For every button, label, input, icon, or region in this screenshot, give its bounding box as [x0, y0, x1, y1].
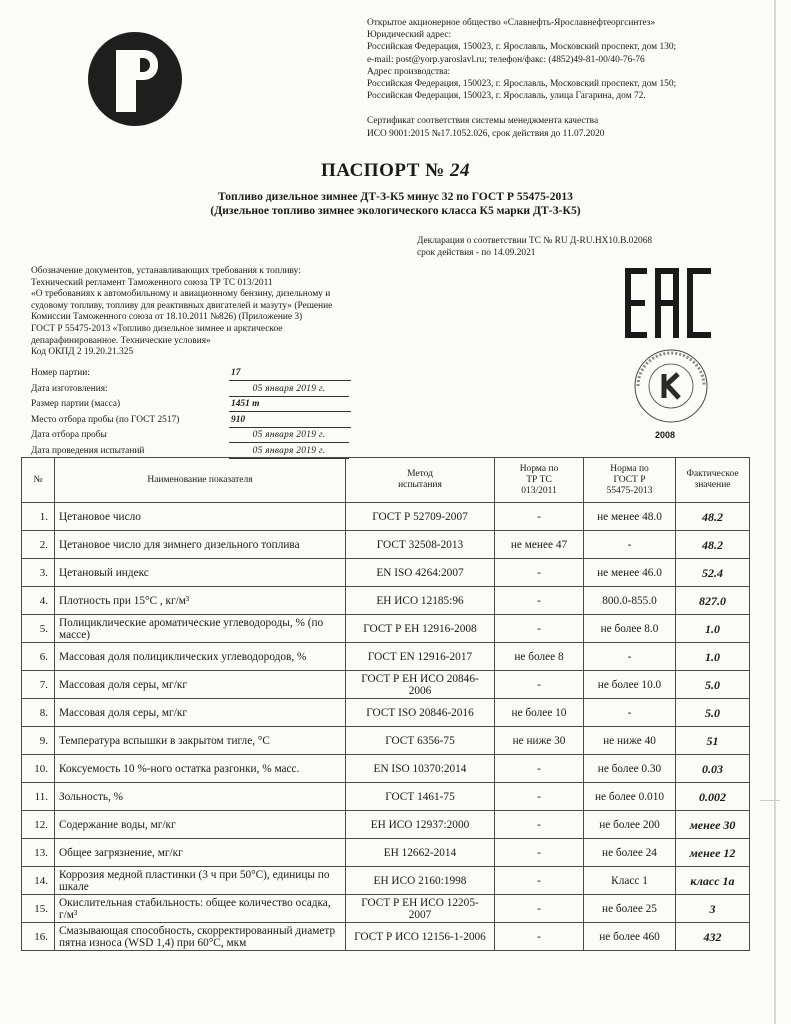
tr-norm: -: [495, 587, 584, 615]
tr-norm: -: [495, 615, 584, 643]
row-number: 12.: [22, 811, 55, 839]
company-line: Юридический адрес:: [367, 30, 452, 41]
company-line: Российская Федерация, 150023, г. Ярославль, Московский проспект, дом 150;: [367, 79, 677, 90]
tr-norm: не более 10: [495, 699, 584, 727]
table-row: [22, 531, 750, 559]
passport-number: 24: [449, 160, 470, 181]
declaration-line: срок действия - по 14.09.2021: [417, 248, 536, 258]
property-name: Цетановое число для зимнего дизельного топлива: [55, 531, 346, 559]
table-header-row: [22, 458, 750, 503]
gost-norm: -: [584, 699, 676, 727]
documents-line: Технический регламент Таможенного союза ТР ТС 013/2011: [31, 277, 273, 288]
gost-norm: не более 8.0: [584, 615, 676, 643]
table-row: [22, 559, 750, 587]
test-method: ГОСТ 6356-75: [346, 727, 495, 755]
row-number: 16.: [22, 923, 55, 951]
cert-line: Сертификат соответствия системы менеджмента качества: [367, 116, 599, 127]
gost-norm: не более 200: [584, 811, 676, 839]
company-line: Открытое акционерное общество «Славнефть-Ярославнефтеоргсинтез»: [367, 18, 656, 28]
property-name: Зольность, %: [55, 783, 346, 811]
company-line: Российская Федерация, 150023, г. Ярославль, Московский проспект, дом 130;: [367, 42, 677, 53]
actual-value: 1.0: [676, 615, 750, 643]
info-label: Дата изготовления:: [31, 383, 108, 394]
gost-norm: 800.0-855.0: [584, 587, 676, 615]
property-name: Цетановый индекс: [55, 559, 346, 587]
test-method: ГОСТ ISO 20846-2016: [346, 699, 495, 727]
gost-norm: не менее 46.0: [584, 559, 676, 587]
test-method: ГОСТ Р ЕН ИСО 12205-2007: [346, 895, 495, 923]
gost-norm: не более 460: [584, 923, 676, 951]
quality-seal-icon: [624, 346, 718, 426]
documents-line: Код ОКПД 2 19.20.21.325: [31, 347, 134, 358]
row-number: 8.: [22, 699, 55, 727]
subtitle-line-1: Топливо дизельное зимнее ДТ-З-К5 минус 32 по ГОСТ Р 55475-2013: [218, 190, 573, 203]
table-row: [22, 839, 750, 867]
info-row-sample-place: [31, 415, 351, 431]
actual-value: менее 30: [676, 811, 750, 839]
row-number: 6.: [22, 643, 55, 671]
actual-value: 51: [676, 727, 750, 755]
tr-norm: -: [495, 783, 584, 811]
actual-value: 3: [676, 895, 750, 923]
table-row: [22, 811, 750, 839]
actual-value: менее 12: [676, 839, 750, 867]
property-name: Полициклические ароматические углеводороды, % (по массе): [55, 615, 346, 643]
header-actual: Фактическое значение: [676, 458, 750, 503]
row-number: 13.: [22, 839, 55, 867]
test-method: ГОСТ 1461-75: [346, 783, 495, 811]
header-name: Наименование показателя: [55, 458, 346, 503]
subtitle-line-2: (Дизельное топливо зимнее экологического класса К5 марки ДТ-З-К5): [210, 204, 581, 217]
tr-norm: не более 8: [495, 643, 584, 671]
property-name: Цетановое число: [55, 503, 346, 531]
row-number: 9.: [22, 727, 55, 755]
header-tr-norm: Норма по ТР ТС 013/2011: [495, 458, 584, 503]
test-method: ГОСТ Р ЕН 12916-2008: [346, 615, 495, 643]
test-method: ГОСТ 32508-2013: [346, 531, 495, 559]
property-name: Массовая доля полициклических углеводородов, %: [55, 643, 346, 671]
row-number: 7.: [22, 671, 55, 699]
info-label: Номер партии:: [31, 368, 90, 378]
documents-block: [31, 266, 371, 359]
tr-norm: -: [495, 559, 584, 587]
company-header: [367, 17, 787, 140]
property-name: Коррозия медной пластинки (3 ч при 50°С), единицы по шкале: [55, 867, 346, 895]
tr-norm: -: [495, 755, 584, 783]
tr-norm: -: [495, 671, 584, 699]
actual-value: 0.002: [676, 783, 750, 811]
test-method: EN ISO 10370:2014: [346, 755, 495, 783]
gost-norm: не более 24: [584, 839, 676, 867]
row-number: 1.: [22, 503, 55, 531]
row-number: 5.: [22, 615, 55, 643]
actual-value: 827.0: [676, 587, 750, 615]
tr-norm: не ниже 30: [495, 727, 584, 755]
actual-value: 1.0: [676, 643, 750, 671]
properties-table: [21, 457, 750, 951]
seal-year: 2008: [655, 430, 676, 440]
gost-norm: Класс 1: [584, 867, 676, 895]
gost-norm: не ниже 40: [584, 727, 676, 755]
gost-norm: не более 25: [584, 895, 676, 923]
tr-norm: -: [495, 895, 584, 923]
table-row: [22, 727, 750, 755]
test-method: ГОСТ Р ЕН ИСО 20846-2006: [346, 671, 495, 699]
row-number: 4.: [22, 587, 55, 615]
actual-value: 5.0: [676, 671, 750, 699]
scan-edge: [774, 0, 776, 1024]
cert-line: ИСО 9001:2015 №17.1052.026, срок действия до 11.07.2020: [367, 128, 605, 139]
tr-norm: -: [495, 503, 584, 531]
table-row: [22, 895, 750, 923]
row-number: 3.: [22, 559, 55, 587]
property-name: Смазывающая способность, скорректированный диаметр пятна износа (WSD 1,4) при 60°С, мкм: [55, 923, 346, 951]
test-method: EN ISO 4264:2007: [346, 559, 495, 587]
table-row: [22, 867, 750, 895]
actual-value: класс 1а: [676, 867, 750, 895]
row-number: 2.: [22, 531, 55, 559]
actual-value: 48.2: [676, 531, 750, 559]
table-row: [22, 699, 750, 727]
company-line: e-mail: post@yorp.yaroslavl.ru; телефон/факс: (4852)49-81-00/40-76-76: [367, 54, 645, 65]
header-num: №: [22, 458, 55, 503]
documents-line: судовому топливу, топливу для реактивных двигателей и мазуту» (Решение: [31, 300, 333, 311]
row-number: 15.: [22, 895, 55, 923]
gost-norm: -: [584, 643, 676, 671]
documents-line: Комиссии Таможенного союза от 18.10.2011 №826) (Приложение 3): [31, 312, 303, 323]
scan-mark: [760, 800, 780, 801]
test-method: ЕН ИСО 12937:2000: [346, 811, 495, 839]
table-row: [22, 503, 750, 531]
info-row-batch-number: [31, 368, 351, 384]
tr-norm: -: [495, 811, 584, 839]
actual-value: 52.4: [676, 559, 750, 587]
property-name: Коксуемость 10 %-ного остатка разгонки, % масс.: [55, 755, 346, 783]
info-value: 05 января 2019 г.: [229, 430, 349, 443]
property-name: Окислительная стабильность: общее количество осадка, г/м³: [55, 895, 346, 923]
info-row-manufacture-date: [31, 384, 351, 400]
test-method: ГОСТ Р ИСО 12156-1-2006: [346, 923, 495, 951]
property-name: Общее загрязнение, мг/кг: [55, 839, 346, 867]
info-label: Размер партии (масса): [31, 399, 121, 410]
test-method: ГОСТ Р 52709-2007: [346, 503, 495, 531]
info-row-batch-size: [31, 399, 351, 415]
property-name: Массовая доля серы, мг/кг: [55, 699, 346, 727]
declaration-line: Декларация о соответствии ТС № RU Д-RU.HX10.B.02068: [417, 236, 653, 246]
documents-line: депарафинированное. Технические условия»: [31, 335, 211, 346]
actual-value: 5.0: [676, 699, 750, 727]
actual-value: 432: [676, 923, 750, 951]
property-name: Массовая доля серы, мг/кг: [55, 671, 346, 699]
info-value: 17: [229, 368, 351, 381]
info-value: 1451 т: [229, 399, 351, 412]
batch-info: [31, 368, 351, 462]
table-row: [22, 755, 750, 783]
table-row: [22, 643, 750, 671]
property-name: Плотность при 15°С , кг/м³: [55, 587, 346, 615]
company-logo: [88, 32, 182, 126]
table-row: [22, 923, 750, 951]
table-row: [22, 587, 750, 615]
info-label: Дата отбора пробы: [31, 430, 107, 441]
tr-norm: не менее 47: [495, 531, 584, 559]
info-value: 05 января 2019 г.: [229, 384, 349, 397]
test-method: ЕН ИСО 2160:1998: [346, 867, 495, 895]
declaration: [417, 235, 652, 259]
header-gost-norm: Норма по ГОСТ Р 55475-2013: [584, 458, 676, 503]
table-row: [22, 615, 750, 643]
company-line: Адрес производства:: [367, 66, 451, 77]
documents-line: ГОСТ Р 55475-2013 «Топливо дизельное зимнее и арктическое: [31, 323, 283, 334]
gost-norm: не менее 48.0: [584, 503, 676, 531]
info-value: 05 января 2019 г.: [229, 446, 349, 459]
gost-norm: не более 0.30: [584, 755, 676, 783]
info-label: Дата проведения испытаний: [31, 445, 145, 456]
eac-mark-icon: [625, 268, 715, 338]
info-value: 910: [229, 415, 351, 428]
test-method: ЕН ИСО 12185:96: [346, 587, 495, 615]
test-method: ЕН 12662-2014: [346, 839, 495, 867]
actual-value: 48.2: [676, 503, 750, 531]
table-row: [22, 783, 750, 811]
tr-norm: -: [495, 923, 584, 951]
page-title: [0, 160, 791, 182]
table-row: [22, 671, 750, 699]
title-text: ПАСПОРТ №: [321, 160, 445, 181]
table-body: [22, 503, 750, 951]
property-name: Температура вспышки в закрытом тигле, °С: [55, 727, 346, 755]
documents-line: Обозначение документов, устанавливающих требования к топливу:: [31, 266, 301, 276]
property-name: Содержание воды, мг/кг: [55, 811, 346, 839]
header-method: Метод испытания: [346, 458, 495, 503]
documents-line: «О требованиях к автомобильному и авиационному бензину, дизельному и: [31, 289, 331, 300]
row-number: 10.: [22, 755, 55, 783]
test-method: ГОСТ EN 12916-2017: [346, 643, 495, 671]
company-line: Российская Федерация, 150023, г. Ярославль, улица Гагарина, дом 72.: [367, 91, 646, 102]
row-number: 11.: [22, 783, 55, 811]
tr-norm: -: [495, 867, 584, 895]
tr-norm: -: [495, 839, 584, 867]
gost-norm: -: [584, 531, 676, 559]
info-label: Место отбора пробы (по ГОСТ 2517): [31, 414, 180, 425]
actual-value: 0.03: [676, 755, 750, 783]
row-number: 14.: [22, 867, 55, 895]
product-subtitle: [0, 190, 791, 218]
gost-norm: не более 0.010: [584, 783, 676, 811]
info-row-sample-date: [31, 430, 351, 446]
gost-norm: не более 10.0: [584, 671, 676, 699]
